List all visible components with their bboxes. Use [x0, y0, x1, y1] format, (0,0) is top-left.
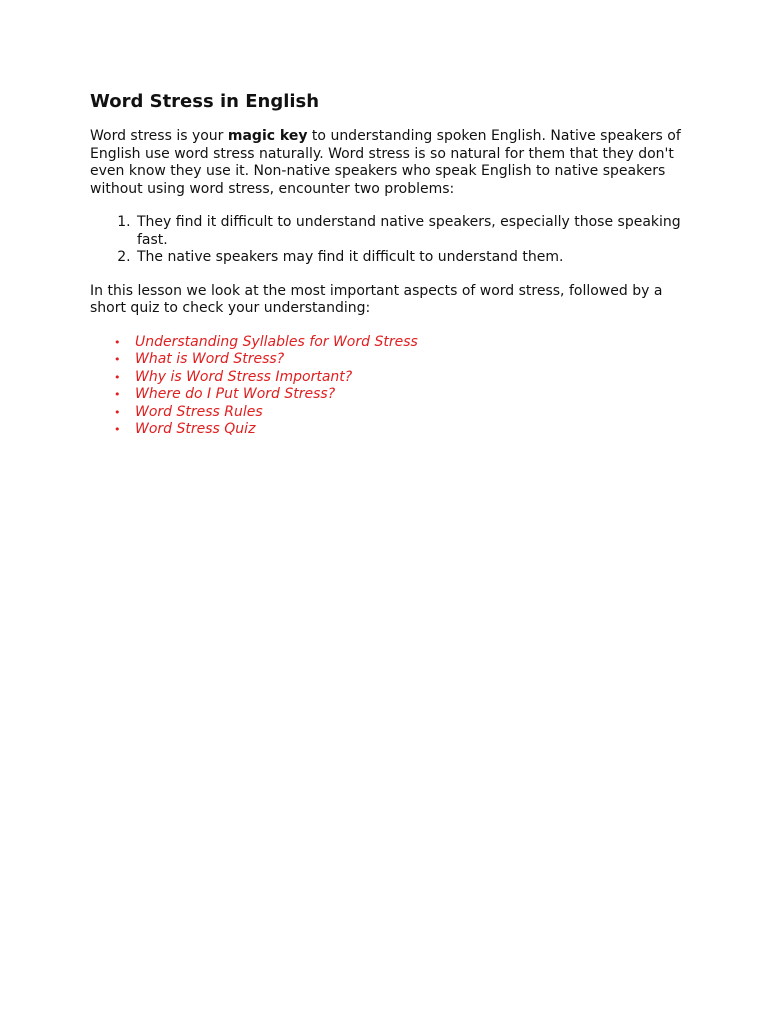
intro-paragraph — [90, 128, 690, 198]
link-word-stress-rules[interactable]: Word Stress Rules — [135, 403, 263, 420]
list-item — [114, 351, 690, 369]
magic-key-emphasis: magic key — [227, 128, 308, 144]
lesson-links-list — [90, 334, 690, 439]
list-item — [114, 403, 690, 422]
bullet-icon: • — [114, 335, 121, 349]
list-item: 1. They find it difficult to understand native speakers, especially those speaking fast. — [135, 214, 690, 249]
list-item — [114, 386, 690, 404]
link-why-word-stress-important[interactable]: Why is Word Stress Important? — [135, 368, 353, 385]
bullet-icon: • — [114, 388, 121, 401]
bullet-icon: • — [114, 423, 121, 436]
link-understanding-syllables[interactable]: Understanding Syllables for Word Stress — [135, 333, 418, 350]
bullet-icon: • — [114, 353, 121, 366]
intro-text-part1: Word stress is your — [90, 128, 228, 144]
link-word-stress-quiz[interactable]: Word Stress Quiz — [135, 421, 256, 437]
intro-text-part2: to understanding spoken English. Native speakers of English use word stress naturally. Word stress is so natural for them that they don't even know they use it. Non-native speakers who speak English to native speakers without using word stress, encounter two problems: — [90, 128, 681, 197]
document-page — [90, 90, 690, 439]
bullet-icon: • — [114, 370, 121, 384]
list-item — [114, 421, 690, 439]
link-where-put-word-stress[interactable]: Where do I Put Word Stress? — [135, 386, 336, 402]
lesson-intro-paragraph: In this lesson we look at the most important aspects of word stress, followed by a short quiz to check your understanding: — [90, 282, 663, 316]
page-title: Word Stress in English — [90, 91, 320, 112]
list-item — [114, 368, 690, 387]
bullet-icon: • — [114, 405, 121, 419]
link-what-is-word-stress[interactable]: What is Word Stress? — [135, 351, 285, 367]
list-item — [114, 333, 690, 352]
problems-list — [90, 214, 690, 267]
list-item: 2. The native speakers may find it difficult to understand them. — [135, 249, 690, 267]
